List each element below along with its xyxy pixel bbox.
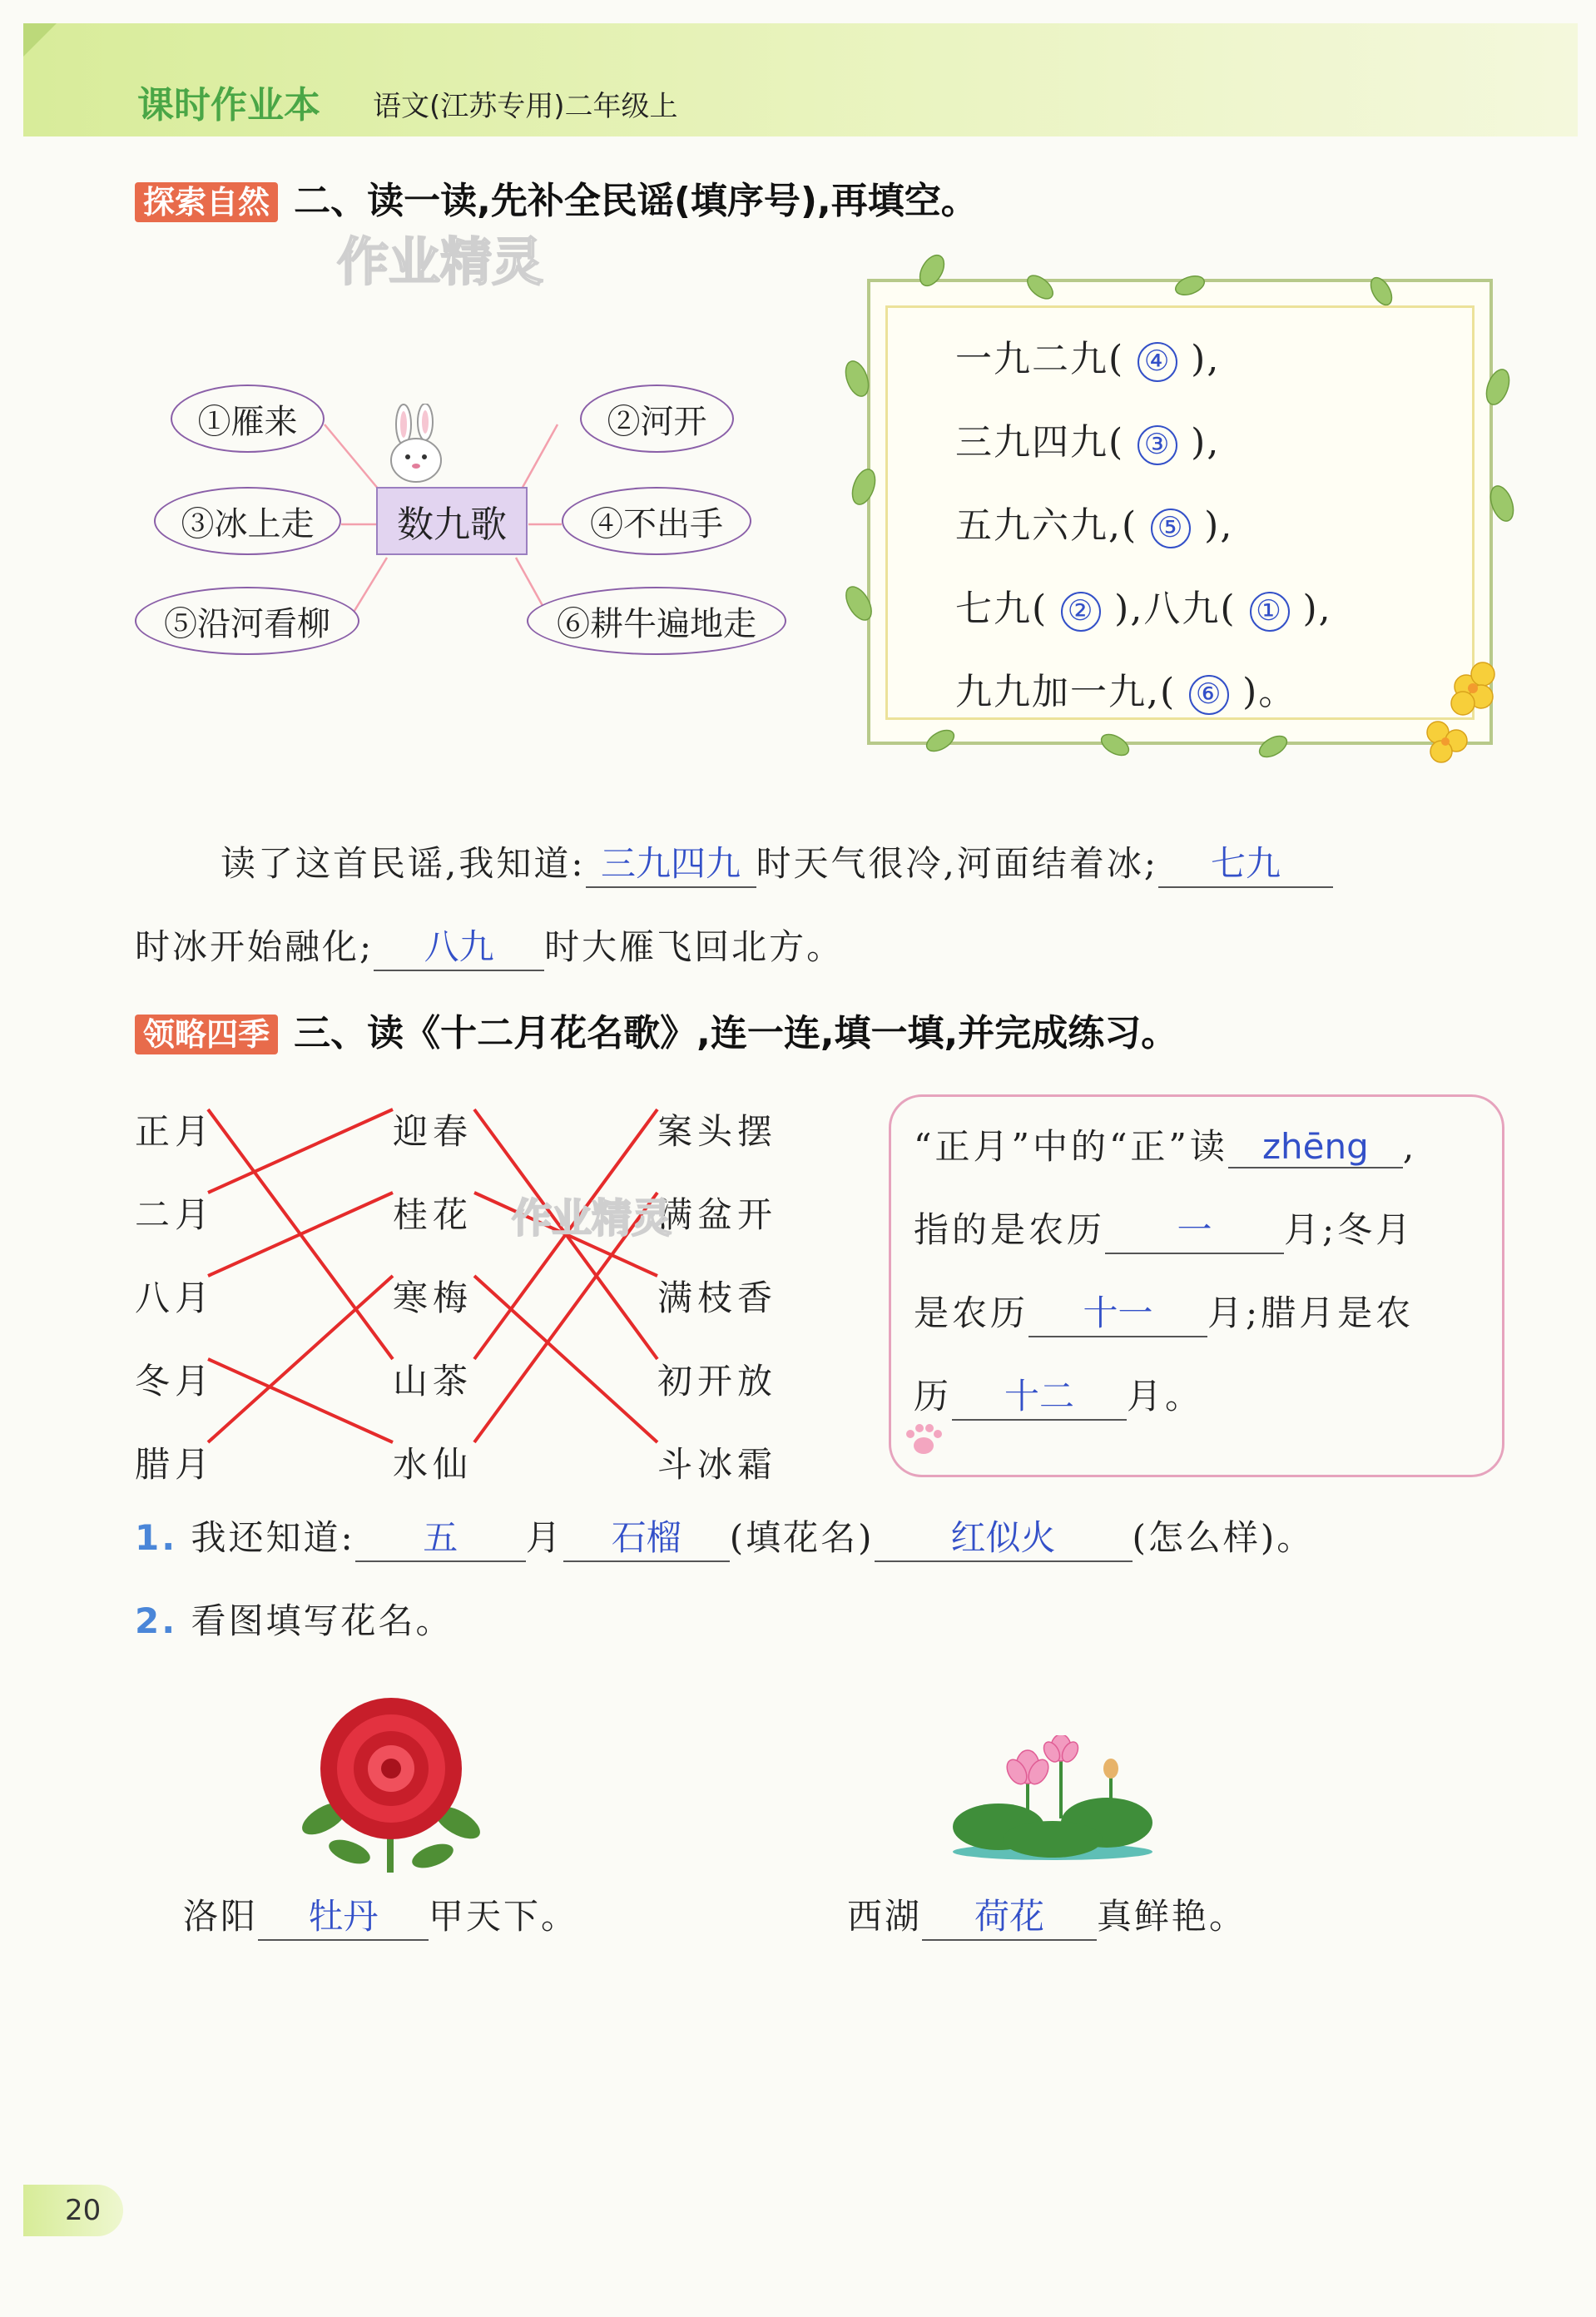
q1-line: 1. 我还知道: 五 月 石榴 (填花名) 红似火 (怎么样)。 bbox=[135, 1511, 1314, 1562]
section2-title: 二、读一读,先补全民谣(填序号),再填空。 bbox=[294, 180, 978, 222]
answer-blank-pinyin: zhēng bbox=[1228, 1126, 1403, 1168]
answer-blank-month2: 十一 bbox=[1028, 1286, 1207, 1337]
month-1: 正月 bbox=[135, 1111, 216, 1152]
subject-label: 语文(江苏专用)二年级上 bbox=[373, 90, 678, 123]
answer-blank-2: 七九 bbox=[1158, 836, 1333, 888]
state-3: 满枝香 bbox=[657, 1278, 778, 1318]
state-5: 斗冰霜 bbox=[657, 1444, 778, 1485]
mindmap-item-6: ⑥耕牛遍地走 bbox=[527, 587, 786, 655]
box-line-4: 历 十二 月。 bbox=[914, 1369, 1203, 1421]
answer-circle: ① bbox=[1250, 592, 1290, 632]
answer-blank-month3: 十二 bbox=[952, 1369, 1127, 1421]
answer-blank-peony: 牡丹 bbox=[258, 1889, 429, 1941]
box-line-3: 是农历 十一 月;腊月是农 bbox=[914, 1286, 1414, 1337]
state-1: 案头摆 bbox=[657, 1111, 778, 1152]
section2-tag: 探索自然 bbox=[135, 182, 278, 222]
mindmap-item-5: ⑤沿河看柳 bbox=[135, 587, 359, 655]
rhyme-line-1: 一九二九( ④ ), bbox=[955, 338, 1221, 380]
peony-image bbox=[291, 1685, 491, 1877]
month-4: 冬月 bbox=[135, 1361, 216, 1402]
box-line-1: “正月”中的“正”读 zhēng , bbox=[914, 1126, 1418, 1167]
answer-blank-q1-how: 红似火 bbox=[875, 1511, 1133, 1562]
watermark-text: 作业精灵 bbox=[337, 231, 544, 292]
state-4: 初开放 bbox=[657, 1361, 778, 1402]
flower-4: 山茶 bbox=[393, 1361, 473, 1402]
answer-circle: ⑤ bbox=[1151, 509, 1191, 548]
flower-2: 桂花 bbox=[393, 1194, 473, 1235]
rhyme-line-2: 三九四九( ③ ), bbox=[955, 421, 1221, 464]
fill-line-2: 时冰开始融化; 八九 时大雁飞回北方。 bbox=[135, 920, 844, 971]
answer-circle: ⑥ bbox=[1189, 675, 1229, 715]
fill-line-1: 读了这首民谣,我知道: 三九四九 时天气很冷,河面结着冰; 七九 bbox=[221, 836, 1333, 888]
month-5: 腊月 bbox=[135, 1444, 216, 1485]
section3-tag: 领略四季 bbox=[135, 1015, 278, 1054]
month-3: 八月 bbox=[135, 1278, 216, 1318]
q2-line: 2. 看图填写花名。 bbox=[135, 1600, 454, 1641]
rhyme-line-5: 九九加一九,( ⑥ )。 bbox=[955, 671, 1297, 713]
mindmap-center: 数九歌 bbox=[376, 487, 528, 555]
pic1-line: 洛阳 牡丹 甲天下。 bbox=[183, 1889, 578, 1941]
answer-circle: ② bbox=[1061, 592, 1101, 632]
watermark-text-2: 作业精灵 bbox=[512, 1195, 672, 1242]
answer-blank-lotus: 荷花 bbox=[922, 1889, 1097, 1941]
rhyme-line-3: 五九六九,( ⑤ ), bbox=[955, 504, 1234, 547]
answer-blank-q1-month: 五 bbox=[355, 1511, 526, 1562]
page-number: 20 bbox=[23, 2185, 123, 2236]
month-2: 二月 bbox=[135, 1194, 216, 1235]
flower-5: 水仙 bbox=[393, 1444, 473, 1485]
box-line-2: 指的是农历 一 月;冬月 bbox=[914, 1203, 1414, 1254]
lotus-image bbox=[949, 1735, 1157, 1860]
mindmap-item-1: ①雁来 bbox=[171, 385, 325, 453]
answer-circle: ④ bbox=[1138, 342, 1177, 382]
flower-1: 迎春 bbox=[393, 1111, 473, 1152]
mindmap-item-2: ②河开 bbox=[580, 385, 734, 453]
answer-blank-month1: 一 bbox=[1105, 1203, 1284, 1254]
answer-blank-1: 三九四九 bbox=[586, 836, 756, 888]
mindmap-item-4: ④不出手 bbox=[562, 487, 751, 555]
state-2: 满盆开 bbox=[657, 1194, 778, 1235]
paw-icon bbox=[899, 1419, 949, 1461]
rhyme-line-4: 七九( ② ),八九( ① ), bbox=[955, 588, 1332, 630]
answer-blank-q1-flower: 石榴 bbox=[563, 1511, 730, 1562]
flower-3: 寒梅 bbox=[393, 1278, 473, 1318]
answer-circle: ③ bbox=[1138, 425, 1177, 465]
answer-blank-3: 八九 bbox=[374, 920, 544, 971]
brand-title: 课时作业本 bbox=[137, 84, 320, 127]
section3-title: 三、读《十二月花名歌》,连一连,填一填,并完成练习。 bbox=[294, 1012, 1178, 1054]
pic2-line: 西湖 荷花 真鲜艳。 bbox=[847, 1889, 1247, 1941]
mindmap-item-3: ③冰上走 bbox=[154, 487, 341, 555]
